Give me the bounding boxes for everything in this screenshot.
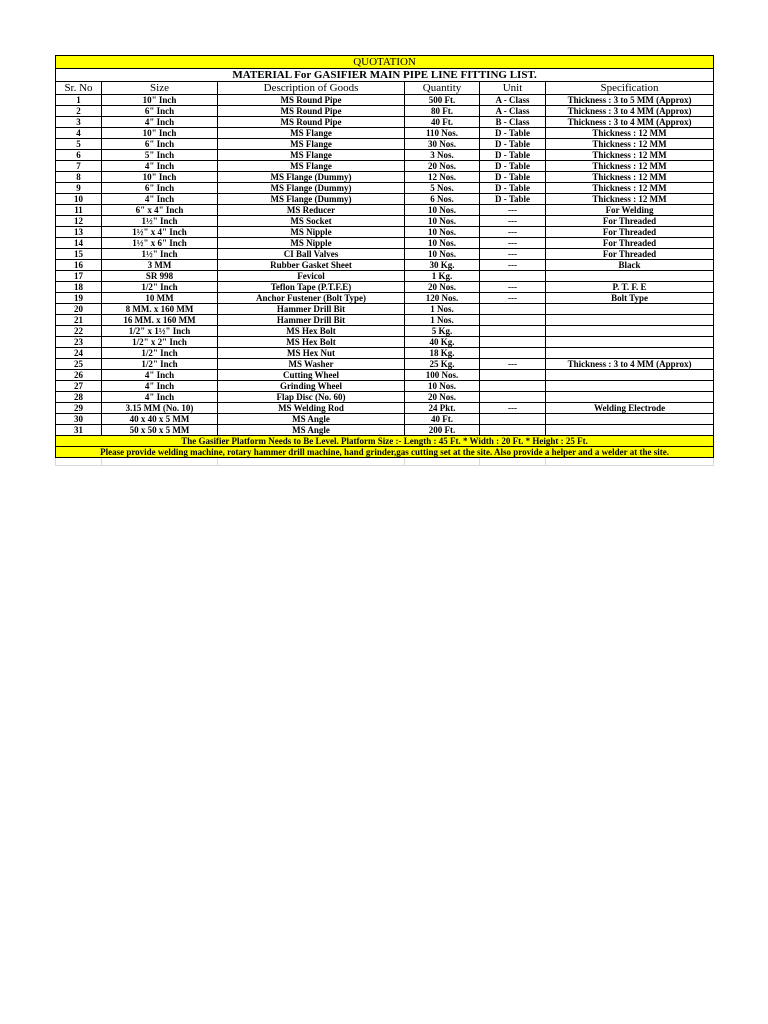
- size-cell: 1½" Inch: [102, 249, 218, 260]
- quantity-cell: 12 Nos.: [405, 172, 480, 183]
- unit-cell: ---: [480, 359, 546, 370]
- sr-no-cell: 23: [56, 337, 102, 348]
- specification-cell: [546, 315, 714, 326]
- sr-no-cell: 25: [56, 359, 102, 370]
- description-cell: MS Angle: [218, 425, 405, 436]
- specification-cell: For Threaded: [546, 216, 714, 227]
- specification-cell: [546, 326, 714, 337]
- description-cell: MS Socket: [218, 216, 405, 227]
- table-row: [56, 106, 714, 117]
- specification-cell: Thickness : 12 MM: [546, 194, 714, 205]
- description-cell: CI Ball Valves: [218, 249, 405, 260]
- table-row: [56, 227, 714, 238]
- quantity-cell: 20 Nos.: [405, 282, 480, 293]
- size-cell: 10" Inch: [102, 128, 218, 139]
- sr-no-cell: 27: [56, 381, 102, 392]
- unit-cell: ---: [480, 293, 546, 304]
- sr-no-cell: 10: [56, 194, 102, 205]
- description-cell: MS Welding Rod: [218, 403, 405, 414]
- unit-cell: [480, 348, 546, 359]
- unit-cell: D - Table: [480, 183, 546, 194]
- quotation-table: [55, 55, 714, 466]
- description-cell: Cutting Wheel: [218, 370, 405, 381]
- specification-cell: Bolt Type: [546, 293, 714, 304]
- sr-no-cell: 11: [56, 205, 102, 216]
- sr-no-cell: 19: [56, 293, 102, 304]
- sr-no-cell: 16: [56, 260, 102, 271]
- quantity-cell: 40 Ft.: [405, 414, 480, 425]
- size-cell: 10" Inch: [102, 95, 218, 106]
- table-row: [56, 95, 714, 106]
- table-row: [56, 238, 714, 249]
- description-cell: MS Flange: [218, 161, 405, 172]
- specification-cell: Black: [546, 260, 714, 271]
- size-cell: 4" Inch: [102, 392, 218, 403]
- size-cell: 5" Inch: [102, 150, 218, 161]
- unit-cell: A - Class: [480, 106, 546, 117]
- sr-no-cell: 9: [56, 183, 102, 194]
- unit-cell: B - Class: [480, 117, 546, 128]
- size-cell: 4" Inch: [102, 117, 218, 128]
- unit-cell: D - Table: [480, 172, 546, 183]
- header-specification: Specification: [546, 82, 714, 95]
- unit-cell: ---: [480, 227, 546, 238]
- size-cell: 3.15 MM (No. 10): [102, 403, 218, 414]
- size-cell: SR 998: [102, 271, 218, 282]
- sr-no-cell: 31: [56, 425, 102, 436]
- table-row: [56, 150, 714, 161]
- unit-cell: [480, 337, 546, 348]
- quantity-cell: 5 Nos.: [405, 183, 480, 194]
- unit-cell: ---: [480, 403, 546, 414]
- description-cell: MS Washer: [218, 359, 405, 370]
- table-row: [56, 249, 714, 260]
- table-row: [56, 282, 714, 293]
- specification-cell: [546, 425, 714, 436]
- header-description: Description of Goods: [218, 82, 405, 95]
- description-cell: Grinding Wheel: [218, 381, 405, 392]
- unit-cell: ---: [480, 249, 546, 260]
- size-cell: 4" Inch: [102, 161, 218, 172]
- specification-cell: Thickness : 12 MM: [546, 128, 714, 139]
- size-cell: 6" Inch: [102, 106, 218, 117]
- unit-cell: [480, 370, 546, 381]
- specification-cell: [546, 392, 714, 403]
- sr-no-cell: 12: [56, 216, 102, 227]
- quantity-cell: 200 Ft.: [405, 425, 480, 436]
- description-cell: Anchor Fustener (Bolt Type): [218, 293, 405, 304]
- quantity-cell: 40 Kg.: [405, 337, 480, 348]
- sr-no-cell: 24: [56, 348, 102, 359]
- sr-no-cell: 15: [56, 249, 102, 260]
- table-row: [56, 139, 714, 150]
- specification-cell: [546, 370, 714, 381]
- note-row: The Gasifier Platform Needs to Be Level. Platform Size :- Length : 45 Ft. * Width : 20 Ft. * Height : 25 Ft.: [56, 436, 714, 447]
- unit-cell: [480, 392, 546, 403]
- table-row: [56, 183, 714, 194]
- quantity-cell: 10 Nos.: [405, 249, 480, 260]
- table-row: [56, 381, 714, 392]
- unit-cell: D - Table: [480, 194, 546, 205]
- table-row: [56, 392, 714, 403]
- description-cell: MS Flange: [218, 150, 405, 161]
- description-cell: MS Nipple: [218, 227, 405, 238]
- material-list-subtitle: MATERIAL For GASIFIER MAIN PIPE LINE FITTING LIST.: [56, 69, 714, 82]
- unit-cell: ---: [480, 205, 546, 216]
- table-row: [56, 194, 714, 205]
- table-row: [56, 370, 714, 381]
- sr-no-cell: 5: [56, 139, 102, 150]
- quantity-cell: 1 Nos.: [405, 315, 480, 326]
- specification-cell: [546, 414, 714, 425]
- specification-cell: Thickness : 12 MM: [546, 183, 714, 194]
- unit-cell: D - Table: [480, 139, 546, 150]
- sr-no-cell: 29: [56, 403, 102, 414]
- description-cell: MS Angle: [218, 414, 405, 425]
- unit-cell: D - Table: [480, 150, 546, 161]
- specification-cell: Thickness : 12 MM: [546, 139, 714, 150]
- specification-cell: For Threaded: [546, 238, 714, 249]
- specification-cell: Thickness : 3 to 4 MM (Approx): [546, 359, 714, 370]
- unit-cell: A - Class: [480, 95, 546, 106]
- sr-no-cell: 30: [56, 414, 102, 425]
- specification-cell: Thickness : 3 to 4 MM (Approx): [546, 106, 714, 117]
- unit-cell: [480, 425, 546, 436]
- header-sr-no: Sr. No: [56, 82, 102, 95]
- size-cell: 1/2" Inch: [102, 359, 218, 370]
- empty-cell: [56, 458, 102, 466]
- table-row: [56, 315, 714, 326]
- description-cell: MS Reducer: [218, 205, 405, 216]
- empty-cell: [102, 458, 218, 466]
- specification-cell: Thickness : 12 MM: [546, 150, 714, 161]
- quantity-cell: 110 Nos.: [405, 128, 480, 139]
- specification-cell: Thickness : 3 to 4 MM (Approx): [546, 117, 714, 128]
- quantity-cell: 6 Nos.: [405, 194, 480, 205]
- sr-no-cell: 6: [56, 150, 102, 161]
- specification-cell: Thickness : 12 MM: [546, 161, 714, 172]
- table-row: [56, 359, 714, 370]
- quantity-cell: 120 Nos.: [405, 293, 480, 304]
- specification-cell: For Threaded: [546, 227, 714, 238]
- description-cell: Hammer Drill Bit: [218, 304, 405, 315]
- table-row: [56, 128, 714, 139]
- description-cell: Teflon Tape (P.T.F.E): [218, 282, 405, 293]
- size-cell: 6" Inch: [102, 183, 218, 194]
- specification-cell: Welding Electrode: [546, 403, 714, 414]
- sr-no-cell: 2: [56, 106, 102, 117]
- table-row: [56, 271, 714, 282]
- quantity-cell: 500 Ft.: [405, 95, 480, 106]
- sr-no-cell: 1: [56, 95, 102, 106]
- unit-cell: [480, 315, 546, 326]
- description-cell: Flap Disc (No. 60): [218, 392, 405, 403]
- quantity-cell: 5 Kg.: [405, 326, 480, 337]
- header-size: Size: [102, 82, 218, 95]
- specification-cell: [546, 337, 714, 348]
- description-cell: MS Round Pipe: [218, 95, 405, 106]
- description-cell: MS Flange (Dummy): [218, 172, 405, 183]
- description-cell: MS Flange (Dummy): [218, 183, 405, 194]
- quantity-cell: 20 Nos.: [405, 161, 480, 172]
- table-row: [56, 304, 714, 315]
- header-quantity: Quantity: [405, 82, 480, 95]
- description-cell: MS Flange (Dummy): [218, 194, 405, 205]
- description-cell: MS Hex Bolt: [218, 337, 405, 348]
- quantity-cell: 20 Nos.: [405, 392, 480, 403]
- quantity-cell: 10 Nos.: [405, 216, 480, 227]
- size-cell: 16 MM. x 160 MM: [102, 315, 218, 326]
- unit-cell: [480, 271, 546, 282]
- table-row: [56, 293, 714, 304]
- size-cell: 1½" x 4" Inch: [102, 227, 218, 238]
- specification-cell: [546, 304, 714, 315]
- sr-no-cell: 17: [56, 271, 102, 282]
- size-cell: 10 MM: [102, 293, 218, 304]
- size-cell: 6" x 4" Inch: [102, 205, 218, 216]
- sr-no-cell: 13: [56, 227, 102, 238]
- column-header-row: [56, 82, 714, 95]
- sr-no-cell: 26: [56, 370, 102, 381]
- size-cell: 50 x 50 x 5 MM: [102, 425, 218, 436]
- quantity-cell: 10 Nos.: [405, 205, 480, 216]
- specification-cell: Thickness : 3 to 5 MM (Approx): [546, 95, 714, 106]
- size-cell: 6" Inch: [102, 139, 218, 150]
- sr-no-cell: 20: [56, 304, 102, 315]
- empty-cell: [218, 458, 405, 466]
- table-row: [56, 425, 714, 436]
- quantity-cell: 1 Nos.: [405, 304, 480, 315]
- description-cell: MS Hex Nut: [218, 348, 405, 359]
- sr-no-cell: 21: [56, 315, 102, 326]
- sr-no-cell: 3: [56, 117, 102, 128]
- table-row: [56, 414, 714, 425]
- specification-cell: P. T. F. E: [546, 282, 714, 293]
- specification-cell: Thickness : 12 MM: [546, 172, 714, 183]
- specification-cell: [546, 348, 714, 359]
- specification-cell: [546, 381, 714, 392]
- size-cell: 4" Inch: [102, 381, 218, 392]
- specification-cell: For Welding: [546, 205, 714, 216]
- size-cell: 3 MM: [102, 260, 218, 271]
- description-cell: MS Hex Bolt: [218, 326, 405, 337]
- description-cell: MS Round Pipe: [218, 106, 405, 117]
- table-row: [56, 260, 714, 271]
- table-row: [56, 403, 714, 414]
- quantity-cell: 30 Nos.: [405, 139, 480, 150]
- description-cell: MS Round Pipe: [218, 117, 405, 128]
- sr-no-cell: 22: [56, 326, 102, 337]
- description-cell: MS Flange: [218, 128, 405, 139]
- empty-cell: [405, 458, 480, 466]
- unit-cell: D - Table: [480, 128, 546, 139]
- note-row: Please provide welding machine, rotary hammer drill machine, hand grinder,gas cutting set at the site. Also provide a helper and a welder at the site.: [56, 447, 714, 458]
- empty-cell: [546, 458, 714, 466]
- size-cell: 1½" Inch: [102, 216, 218, 227]
- quantity-cell: 3 Nos.: [405, 150, 480, 161]
- quantity-cell: 10 Nos.: [405, 227, 480, 238]
- size-cell: 4" Inch: [102, 194, 218, 205]
- unit-cell: [480, 381, 546, 392]
- size-cell: 10" Inch: [102, 172, 218, 183]
- sr-no-cell: 8: [56, 172, 102, 183]
- sr-no-cell: 28: [56, 392, 102, 403]
- quantity-cell: 25 Kg.: [405, 359, 480, 370]
- size-cell: 4" Inch: [102, 370, 218, 381]
- specification-cell: [546, 271, 714, 282]
- size-cell: 40 x 40 x 5 MM: [102, 414, 218, 425]
- size-cell: 1/2" x 1½" Inch: [102, 326, 218, 337]
- quantity-cell: 1 Kg.: [405, 271, 480, 282]
- specification-cell: For Threaded: [546, 249, 714, 260]
- sr-no-cell: 18: [56, 282, 102, 293]
- table-row: [56, 337, 714, 348]
- description-cell: Hammer Drill Bit: [218, 315, 405, 326]
- quantity-cell: 80 Ft.: [405, 106, 480, 117]
- table-row: [56, 216, 714, 227]
- size-cell: 1/2" Inch: [102, 282, 218, 293]
- size-cell: 8 MM. x 160 MM: [102, 304, 218, 315]
- unit-cell: D - Table: [480, 161, 546, 172]
- unit-cell: [480, 326, 546, 337]
- table-row: [56, 117, 714, 128]
- quantity-cell: 100 Nos.: [405, 370, 480, 381]
- unit-cell: [480, 304, 546, 315]
- quantity-cell: 24 Pkt.: [405, 403, 480, 414]
- quantity-cell: 18 Kg.: [405, 348, 480, 359]
- quantity-cell: 10 Nos.: [405, 381, 480, 392]
- unit-cell: ---: [480, 238, 546, 249]
- description-cell: MS Nipple: [218, 238, 405, 249]
- table-row: [56, 348, 714, 359]
- table-row: [56, 161, 714, 172]
- description-cell: Rubber Gasket Sheet: [218, 260, 405, 271]
- table-row: [56, 205, 714, 216]
- unit-cell: ---: [480, 282, 546, 293]
- sr-no-cell: 4: [56, 128, 102, 139]
- sr-no-cell: 14: [56, 238, 102, 249]
- quantity-cell: 10 Nos.: [405, 238, 480, 249]
- sr-no-cell: 7: [56, 161, 102, 172]
- quotation-title: QUOTATION: [56, 56, 714, 69]
- quantity-cell: 40 Ft.: [405, 117, 480, 128]
- size-cell: 1/2" Inch: [102, 348, 218, 359]
- unit-cell: ---: [480, 260, 546, 271]
- description-cell: Fevicol: [218, 271, 405, 282]
- quantity-cell: 30 Kg.: [405, 260, 480, 271]
- unit-cell: ---: [480, 216, 546, 227]
- table-row: [56, 172, 714, 183]
- empty-cell: [480, 458, 546, 466]
- unit-cell: [480, 414, 546, 425]
- header-unit: Unit: [480, 82, 546, 95]
- table-row: [56, 326, 714, 337]
- size-cell: 1½" x 6" Inch: [102, 238, 218, 249]
- size-cell: 1/2" x 2" Inch: [102, 337, 218, 348]
- description-cell: MS Flange: [218, 139, 405, 150]
